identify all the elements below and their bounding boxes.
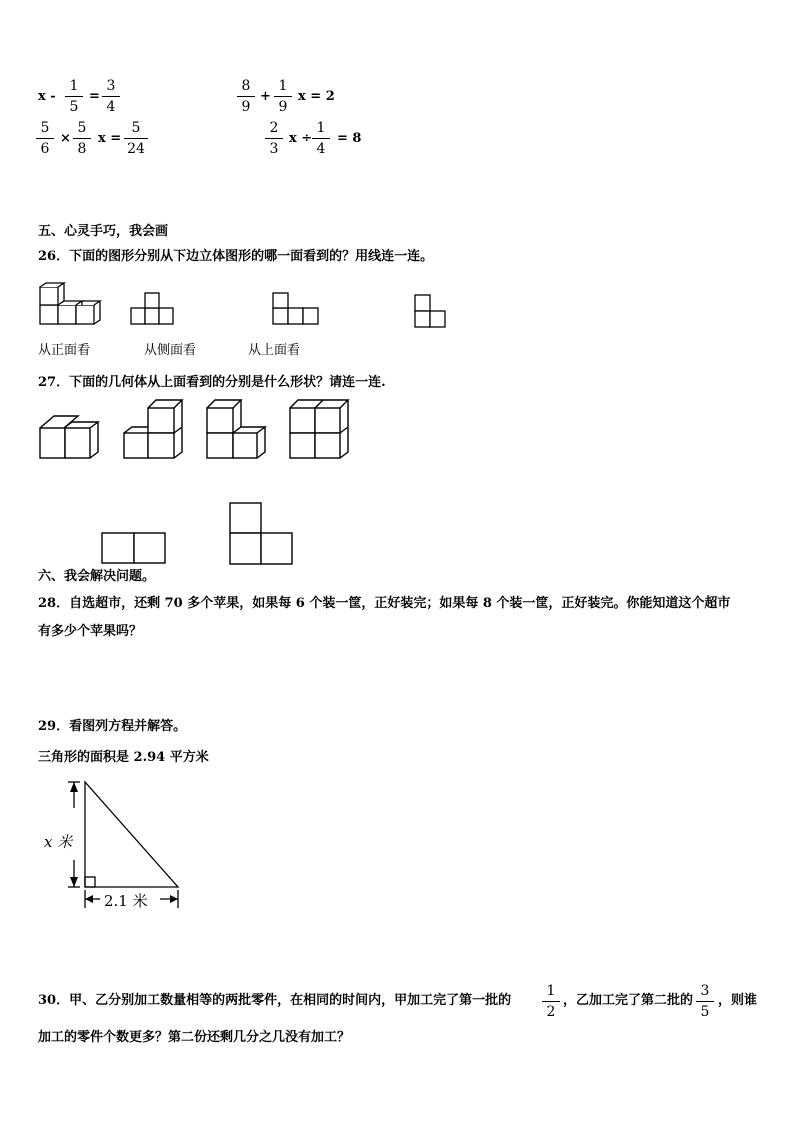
eq3-fraction-1: 5 6 — [34, 120, 56, 157]
q26-text: 26．下面的图形分别从下边立体图形的哪一面看到的？用线连一连。 — [38, 249, 434, 264]
eq1-fraction-2: 3 4 — [100, 78, 122, 115]
q26-view-2 — [272, 292, 320, 326]
q27-view-l-shape — [229, 502, 295, 566]
q30-fraction-1: 1 2 — [540, 983, 562, 1020]
q28-line-2: 有多少个苹果吗？ — [38, 624, 143, 639]
eq1-equals: = — [89, 89, 100, 104]
q26-label-top: 从上面看 — [248, 343, 301, 358]
q26-label-side: 从侧面看 — [144, 343, 197, 358]
q27-text: 27．下面的几何体从上面看到的分别是什么形状？请连一连. — [38, 375, 386, 390]
eq4-tail: = 8 — [337, 131, 362, 146]
q30-part-2: ，乙加工完了第二批的 — [563, 993, 694, 1008]
eq3-fraction-3: 5 24 — [122, 120, 150, 157]
q30-part-3: ，则谁 — [718, 993, 758, 1008]
q30-fraction-2: 3 5 — [694, 983, 716, 1020]
q29-height-label: x 米 — [44, 833, 73, 851]
q27-solid-3 — [205, 396, 269, 460]
eq4-fraction-1: 2 3 — [263, 120, 285, 157]
eq2-tail: x = 2 — [298, 89, 335, 104]
section-6-title: 六、我会解决问题。 — [38, 569, 156, 584]
q28-line-1: 28．自选超市，还剩 70 多个苹果，如果每 6 个装一筐，正好装完；如果每 8 个装一筐，正好装完。你能知道这个超市 — [38, 596, 731, 611]
eq1-var: x - — [38, 89, 56, 104]
eq1-fraction-1: 1 5 — [63, 78, 85, 115]
eq3-op: × — [60, 131, 71, 146]
q26-view-1 — [130, 292, 176, 326]
eq3-mid: x = — [98, 131, 122, 146]
q29-area-text: 三角形的面积是 2.94 平方米 — [38, 750, 209, 765]
q27-view-two-squares — [101, 532, 167, 565]
q29-text: 29．看图列方程并解答。 — [38, 719, 187, 734]
eq4-op: x ÷ — [289, 131, 313, 146]
q26-label-front: 从正面看 — [38, 343, 91, 358]
eq4-fraction-2: 1 4 — [310, 120, 332, 157]
eq3-fraction-2: 5 8 — [71, 120, 93, 157]
q30-line-2: 加工的零件个数更多？第二份还剩几分之几没有加工？ — [38, 1030, 351, 1045]
q26-view-3 — [414, 294, 448, 330]
eq2-op: + — [260, 89, 271, 104]
q27-solid-4 — [288, 396, 352, 460]
section-5-title: 五、心灵手巧，我会画 — [38, 224, 169, 239]
eq2-fraction-1: 8 9 — [235, 78, 257, 115]
q30-part-1: 30．甲、乙分别加工数量相等的两批零件，在相同的时间内，甲加工完了第一批的 — [38, 993, 512, 1008]
q27-solid-1 — [38, 412, 102, 460]
q27-solid-2 — [122, 396, 186, 460]
eq2-fraction-2: 1 9 — [272, 78, 294, 115]
q29-base-label: 2.1 米 — [104, 892, 148, 910]
q26-solid-figure — [38, 285, 103, 327]
